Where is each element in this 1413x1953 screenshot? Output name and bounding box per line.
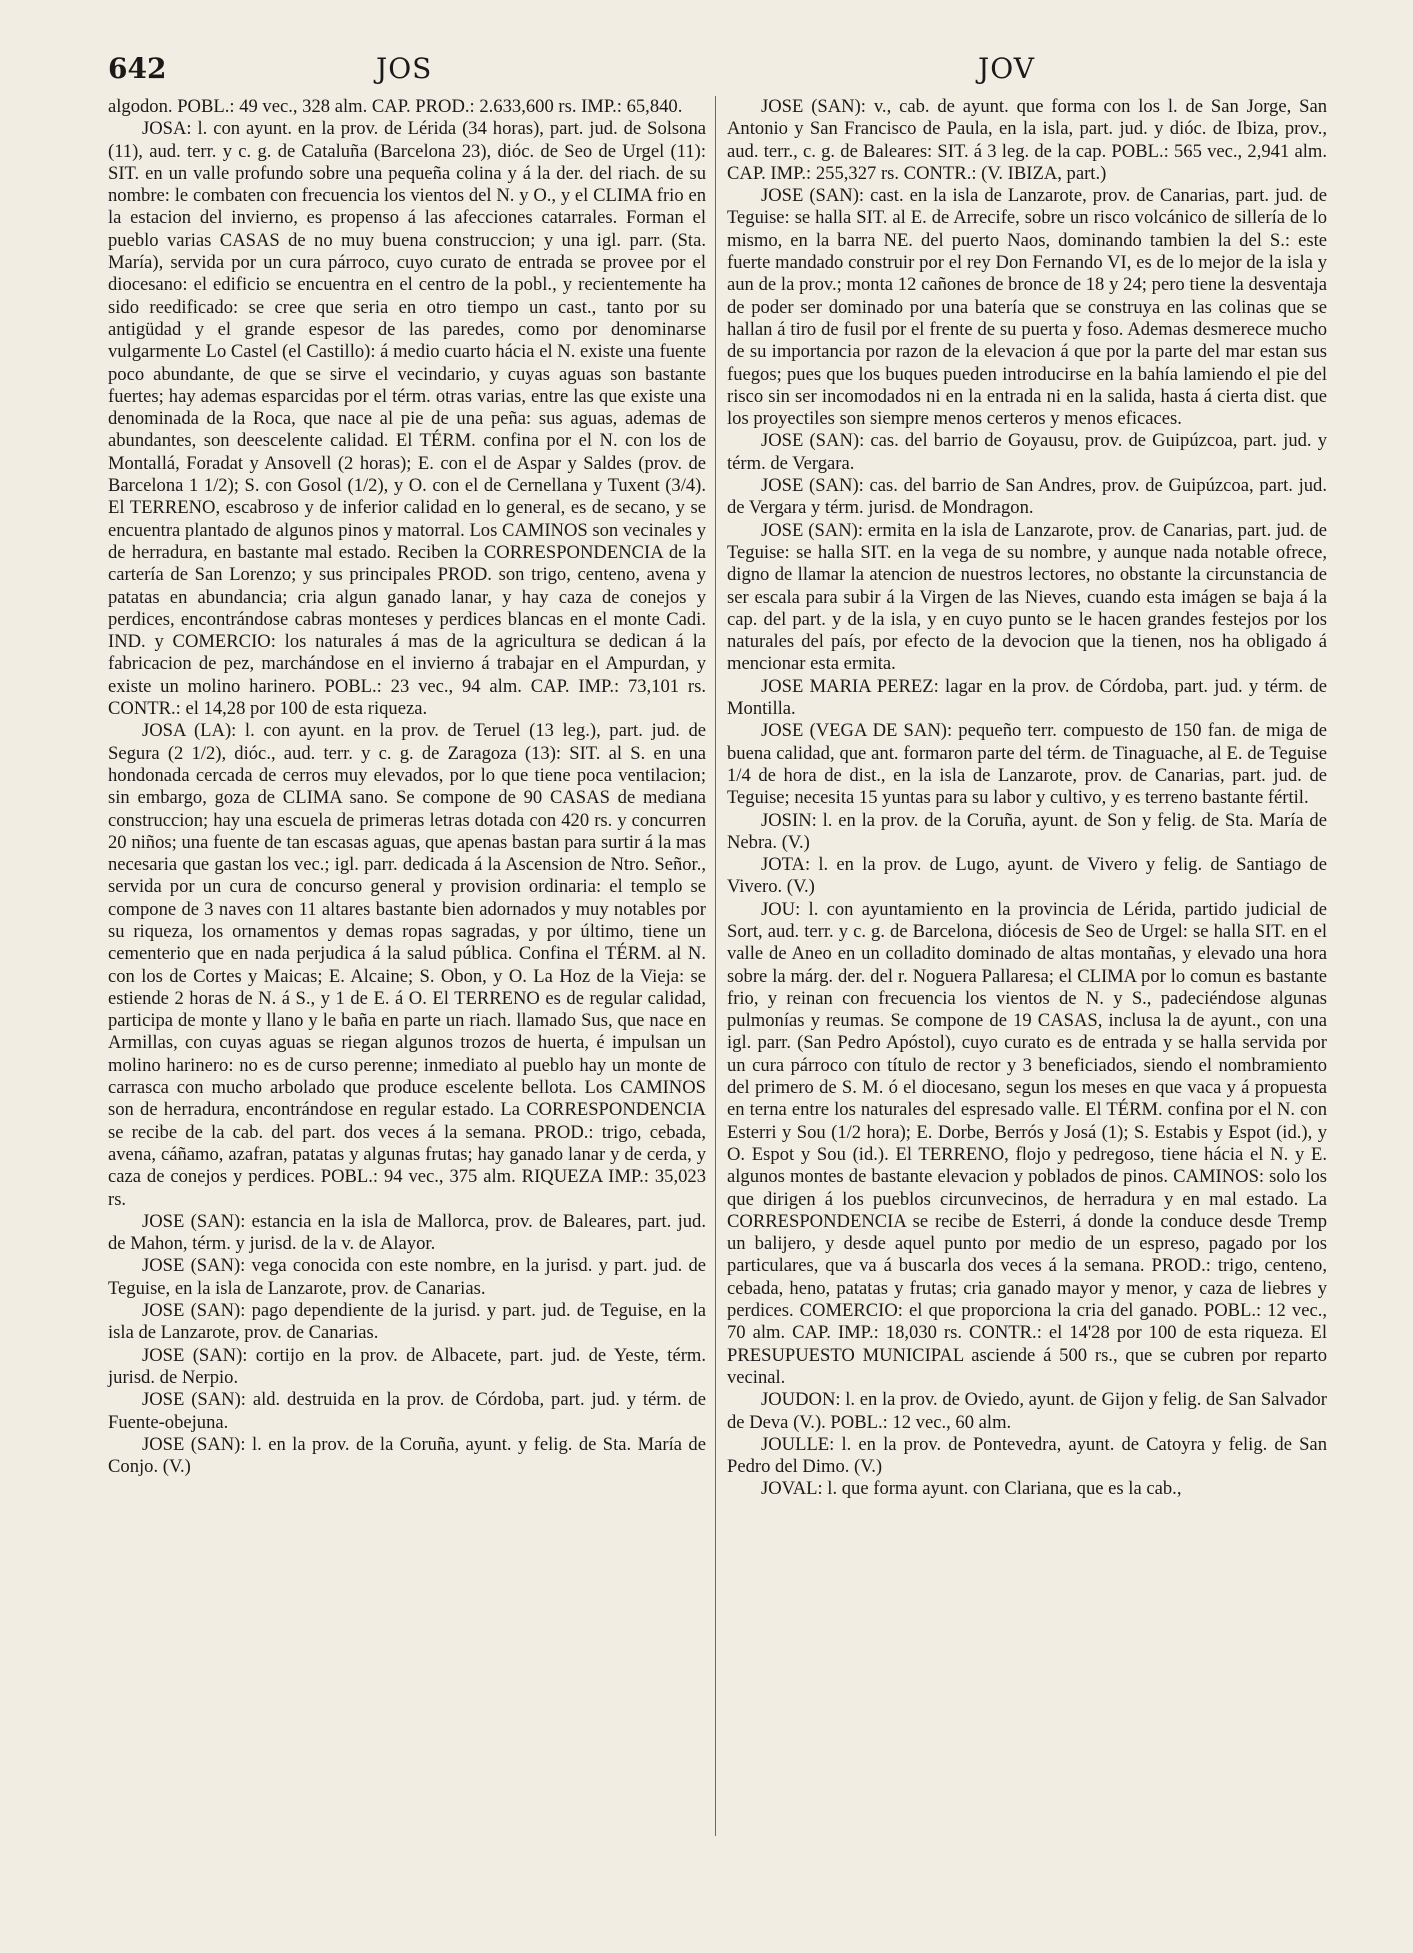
- entry-jose-san-vega: JOSE (SAN): vega conocida con este nombre, en la jurisd. y part. jud. de Teguise, en la isla de Lanzarote, prov. de Canarias.: [108, 1255, 706, 1299]
- page-number: 642: [108, 52, 167, 85]
- entry-joulle: JOULLE: l. en la prov. de Pontevedra, ayunt. de Catoyra y felig. de San Pedro del Dimo. (V.): [727, 1433, 1327, 1478]
- entry-jose-san-san-andres: JOSE (SAN): cas. del barrio de San Andres, prov. de Guipúzcoa, part. jud. de Vergara y térm. jurisd. de Mondragon.: [727, 475, 1327, 519]
- entry-jose-san-castillo: JOSE (SAN): cast. en la isla de Lanzarote, prov. de Canarias, part. jud. de Teguise: se halla SIT. al E. de Arrecife, sobre un risco volcánico de sillería de lo mismo, en la barra NE. del puerto Naos, dominando tambien la del S.: este fuerte mandado construir por el rey Don Fernando VI, es de lo mejor de la isla y aun de la prov.; monta 12 cañones de bronce de 18 y 24; pero tiene la desventaja de poder ser dominado por una batería que se construya en las colinas que se hallan á tiro de fusil por el frente de su puerta y foso. Ademas desmerece mucho de su importancia por razon de la elevacion á que por la parte del mar estan sus fuegos; pues que los buques pueden introducirse en la bahía lamiendo el pie del risco sin ser incomodados ni en la entrada ni en la salida, hasta á cierta dist. que los proyectiles son siempre menos certeros y menos eficaces.: [727, 185, 1327, 430]
- entry-jose-san-ermita: JOSE (SAN): ermita en la isla de Lanzarote, prov. de Canarias, part. jud. de Teguise: se halla SIT. en la vega de su nombre, y aunque nada notable ofrece, digno de llamar la atencion de nuestros lectores, no obstante la circunstancia de ser escala para subir á la Virgen de las Nieves, cuando esta imágen se baja á la cap. del part. y de la isla, y en cuyo punto se le hacen grandes festejos por los naturales del país, por efecto de la devocion que la tienen, nos ha obligado á mencionar esta ermita.: [727, 519, 1327, 675]
- entry-joudon: JOUDON: l. en la prov. de Oviedo, ayunt. de Gijon y felig. de San Salvador de Deva (V.). POBL.: 12 vec., 60 alm.: [727, 1389, 1327, 1433]
- entry-joval: JOVAL: l. que forma ayunt. con Clariana, que es la cab.,: [761, 1478, 1182, 1500]
- entry-jose-san-cortijo: JOSE (SAN): cortijo en la prov. de Albacete, part. jud. de Yeste, térm. jurisd. de Nerpio.: [108, 1344, 706, 1388]
- entry-josa: JOSA: l. con ayunt. en la prov. de Lérida (34 horas), part. jud. de Solsona (11), aud. terr. y c. g. de Cataluña (Barcelona 23), dióc. de Seo de Urgel (11): SIT. en un valle profundo sobre una pequeña colina y á la der. del riach. de su nombre: le combaten con frecuencia los vientos del N. y O., y el CLIMA frio en la estacion del invierno, es propenso á las afecciones catarrales. Forman el pueblo varias CASAS de no muy buena construccion; y una igl. parr. (Sta. María), servida por un cura párroco, cuyo curato de entrada se provee por el diocesano: el edificio se encuentra en el centro de la pobl., y recientemente ha sido reedificado: se cree que seria en otro tiempo un cast., tanto por su antigüdad y el grande espesor de las paredes, como por denominarse vulgarmente Lo Castel (el Castillo): á medio cuarto hácia el N. existe una fuente poco abundante, de que se sirve el vecindario, y cuyas aguas son bastante fuertes; hay ademas esparcidas por el térm. otras varias, entre las que existe una denominada de la Roca, que nace al pie de una peña: sus aguas, ademas de abundantes, son deescelente calidad. El TÉRM. confina por el N. con los de Montallá, Foradat y Ansovell (2 horas); E. con el de Aspar y Saldes (prov. de Barcelona 1 1/2); S. con Gosol (1/2), y O. con el de Cernellana y Tuxent (3/4). El TERRENO, escabroso y de inferior calidad en lo general, es de secano, y se encuentra plantado de algunos pinos y matorral. Los CAMINOS son vecinales y de herradura, en bastante mal estado. Reciben la CORRESPONDENCIA de la cartería de San Lorenzo; y sus principales PROD. son trigo, centeno, avena y patatas en abundancia; cria algun ganado lanar, y hay caza de conejos y perdices, encontrándose cabras monteses y perdices blancas en el monte Cadi. IND. y COMERCIO: los naturales á mas de la agricultura se dedican á la fabricacion de pez, marchándose en el invierno á trabajar en el Ampurdan, y existe un molino harinero. POBL.: 23 vec., 94 alm. CAP. IMP.: 73,101 rs. CONTR.: el 14,28 por 100 de esta riqueza.: [108, 118, 706, 720]
- entry-jose-san-ibiza: JOSE (SAN): v., cab. de ayunt. que forma con los l. de San Jorge, San Antonio y San Francisco de Paula, en la isla, part. jud. y dióc. de Ibiza, prov., aud. terr., c. g. de Baleares: SIT. á 3 leg. de la cap. POBL.: 565 vec., 2,941 alm. CAP. IMP.: 255,327 rs. CONTR.: (V. IBIZA, part.): [727, 96, 1327, 184]
- entry-jose-san-mallorca: JOSE (SAN): estancia en la isla de Mallorca, prov. de Baleares, part. jud. de Mahon, térm. y jurisd. de la v. de Alayor.: [108, 1210, 706, 1255]
- right-column: [727, 96, 1327, 1501]
- entry-jose-san-pago: JOSE (SAN): pago dependiente de la jurisd. y part. jud. de Teguise, en la isla de Lanzarote, prov. de Canarias.: [108, 1300, 706, 1344]
- left-column: [108, 96, 706, 1478]
- entry-jose-san-goyausu: JOSE (SAN): cas. del barrio de Goyausu, prov. de Guipúzcoa, part. jud. y térm. de Vergara.: [727, 430, 1327, 474]
- entry-jose-san-coruna: JOSE (SAN): l. en la prov. de la Coruña, ayunt. y felig. de Sta. María de Conjo. (V.): [108, 1433, 706, 1478]
- entry-jose-vega-de-san: JOSE (VEGA DE SAN): pequeño terr. compuesto de 150 fan. de miga de buena calidad, que ant. formaron parte del térm. de Tinaguache, al E. de Teguise 1/4 de hora de dist., en la isla de Lanzarote, prov. de Canarias, part. jud. de Teguise; necesita 15 yuntas para su labor y cultivo, y es terreno bastante fértil.: [727, 720, 1327, 809]
- entry-josin: JOSIN: l. en la prov. de la Coruña, ayunt. de Son y felig. de Sta. María de Nebra. (V.): [727, 809, 1327, 853]
- entry-josa-la: JOSA (LA): l. con ayunt. en la prov. de Teruel (13 leg.), part. jud. de Segura (2 1/2), dióc., aud. terr. y c. g. de Zaragoza (13): SIT. al S. en una hondonada cercada de cerros muy elevados, por lo que tiene poca ventilacion; sin embargo, goza de CLIMA sano. Se compone de 90 CASAS de mediana construccion; hay una escuela de primeras letras dotada con 420 rs. y concurren 20 niños; una fuente de tan escasas aguas, que apenas bastan para surtir á la mas necesaria que gastan los vec.; igl. parr. dedicada á la Ascension de Ntro. Señor., servida por un cura de concurso general y provision ordinaria: el templo se compone de 3 naves con 11 altares bastante bien adornados y muy notables por su riqueza, los ornamentos y demas ropas sagradas, y por último, tiene un cementerio que en nada perjudica á la salud pública. Confina el TÉRM. al N. con los de Cortes y Maicas; E. Alcaine; S. Obon, y O. La Hoz de la Vieja: se estiende 2 horas de N. á S., y 1 de E. á O. El TERRENO es de regular calidad, participa de monte y llano y le baña en parte un riach. llamado Sus, que nace en Armillas, con cuyas aguas se riegan algunos trozos de huerta, é impulsan un molino harinero: no es de curso perenne; inmediato al pueblo hay un monte de carrasca con mucho arbolado que produce escelente bellota. Los CAMINOS son de herradura, encontrándose en regular estado. La CORRESPONDENCIA se recibe de la cab. del part. dos veces á la semana. PROD.: trigo, cebada, avena, cáñamo, azafran, patatas y algunas frutas; hay ganado lanar y de cerda, y caza de conejos y perdices. POBL.: 94 vec., 375 alm. RIQUEZA IMP.: 35,023 rs.: [108, 720, 706, 1210]
- entry-jose-san-aldea: JOSE (SAN): ald. destruida en la prov. de Córdoba, part. jud. y térm. de Fuente-obejuna.: [108, 1389, 706, 1433]
- left-running-head: JOS: [376, 52, 433, 85]
- entry-jou: JOU: l. con ayuntamiento en la provincia de Lérida, partido judicial de Sort, aud. terr. y c. g. de Barcelona, diócesis de Seo de Urgel: se halla SIT. en el valle de Aneo en un colladito dominado de altas montañas, y elevado una hora sobre la márg. der. del r. Noguera Pallaresa; el CLIMA por lo comun es bastante frio, y reinan con frecuencia los vientos de N. y S., padeciéndose algunas pulmonías y reumas. Se compone de 19 CASAS, inclusa la de ayunt., con una igl. parr. (San Pedro Apóstol), cuyo curato es de entrada y se halla servida por un cura párroco con título de rector y 3 beneficiados, siendo el nombramiento del primero de S. M. ó el diocesano, segun los meses en que vaca y á propuesta en terna entre los naturales del espresado valle. El TÉRM. confina por el N. con Esterri y Sou (1/2 hora); E. Dorbe, Berrós y Josá (1); S. Estabis y Espot (id.), y O. Espot y Sou (id.). El TERRENO, flojo y pedregoso, tiene hácia el N. y E. algunos montes de bastante elevacion y poblados de pinos. CAMINOS: solo los que dirigen á los pueblos circunvecinos, de herradura y en mal estado. La CORRESPONDENCIA se recibe de Esterri, á donde la conduce desde Tremp un balijero, y desde aquel punto por medio de un espreso, pagado por los particulares, que va á buscarla dos veces á la semana. PROD.: trigo, centeno, cebada, heno, patatas y frutas; cria ganado mayor y menor, y caza de liebres y perdices. COMERCIO: el que proporciona la cria del ganado. POBL.: 12 vec., 70 alm. CAP. IMP.: 18,030 rs. CONTR.: el 14'28 por 100 de esta riqueza. El PRESUPUESTO MUNICIPAL asciende á 500 rs., que se cubren por reparto vecinal.: [727, 898, 1327, 1388]
- right-running-head: JOV: [978, 52, 1035, 85]
- entry-continuation: algodon. POBL.: 49 vec., 328 alm. CAP. PROD.: 2.633,600 rs. IMP.: 65,840.: [108, 96, 683, 117]
- page-header: [108, 52, 1328, 98]
- column-divider: [715, 96, 716, 1836]
- entry-jose-maria-perez: JOSE MARIA PEREZ: lagar en la prov. de Córdoba, part. jud. y térm. de Montilla.: [727, 675, 1327, 720]
- entry-jota: JOTA: l. en la prov. de Lugo, ayunt. de Vivero y felig. de Santiago de Vivero. (V.): [727, 854, 1327, 898]
